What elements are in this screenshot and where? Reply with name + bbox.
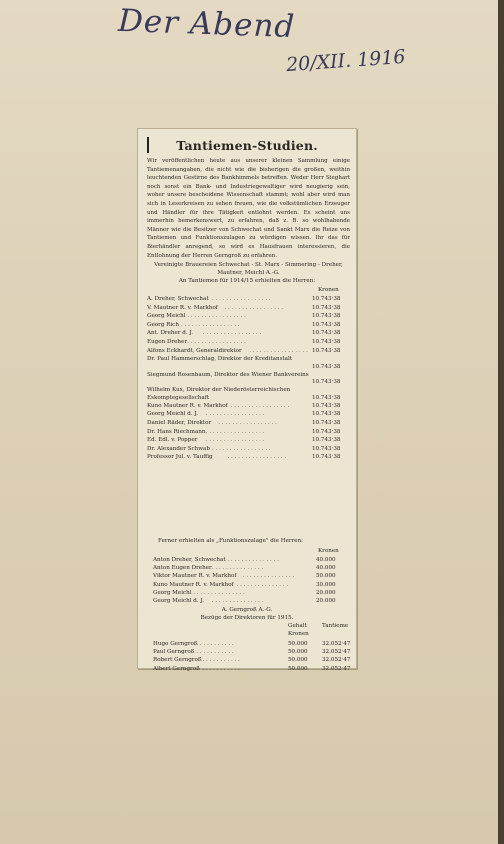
tantieme-value: 10.743·38 xyxy=(312,339,341,345)
tantieme-value: 10.743·38 xyxy=(312,394,341,401)
leader-dots: . . . . . . . . . . . . . . . . . xyxy=(224,304,284,311)
funktion-value: 30.000 xyxy=(316,581,336,588)
handwritten-newspaper-title: Der Abend xyxy=(117,2,296,46)
leader-dots: . . . . . . . . . . . . . . . . . xyxy=(227,454,287,461)
gerngross-gehalt: 50.000 xyxy=(288,665,308,672)
gerngross-gehalt: 50.000 xyxy=(288,657,308,664)
leader-dots: . . . . . . . . . . . . . . . . . xyxy=(205,437,265,444)
handwritten-date: 20/XII. 1916 xyxy=(285,45,407,77)
tantieme-name: Daniel Räder, Direktor xyxy=(147,419,212,426)
funktion-name: Georg Meichl xyxy=(153,589,192,596)
leader-dots: . . . . . . . . . . . xyxy=(196,649,234,656)
leader-dots: . . . . . . . . . . . . . . . xyxy=(236,581,289,588)
tantieme-value: 10.743·38 xyxy=(312,304,341,311)
tantieme-name: Wilhelm Kux, Direktor der Niederösterreichischen Eskomptegesellschaft xyxy=(147,387,291,401)
tantieme-name: Ed. Edl. v. Popper xyxy=(147,437,198,444)
tantieme-value: 10.743·38 xyxy=(312,296,341,302)
leader-dots: . . . . . . . . . . . . . . . . . xyxy=(205,411,265,418)
tantieme-name: Georg Meichl d. J. xyxy=(147,411,199,418)
tantieme-name: A. Dreher, Schwechat xyxy=(147,296,209,302)
tantieme-value: 10.743·38 xyxy=(312,313,341,320)
company2-subtitle: Bezüge der Direktoren für 1915. xyxy=(200,615,294,621)
tantieme-name: Dr. Alexander Schwab xyxy=(147,445,210,452)
leader-dots: . . . . . . . . . . . . . . . . . xyxy=(212,445,271,452)
funktion-name: Viktor Mautner R. v. Markhof xyxy=(153,573,237,580)
company2-name: A. Gerngroß A.-G. xyxy=(221,607,273,613)
funktion-name: Kuno Mautner R. v. Markhof xyxy=(153,581,234,588)
tantieme-value: 10.743·38 xyxy=(312,445,341,452)
funktion-value: 20.000 xyxy=(316,598,336,604)
gerngross-gehalt: 50.000 xyxy=(288,641,308,647)
tantieme-name: V. Mautner R. v. Markhof xyxy=(147,304,218,311)
tantieme-name: Dr. Hans Riechmann xyxy=(147,428,206,435)
tantieme-value: 10.743·38 xyxy=(312,379,341,386)
leader-dots: . . . . . . . . . . . . . . . xyxy=(242,573,295,580)
gerngross-name: Hugo Gerngroß xyxy=(153,641,198,647)
leader-dots: . . . . . . . . . . . . . . . . . xyxy=(249,347,308,354)
gerngross-tantieme: 32.052·47 xyxy=(322,649,351,656)
tantieme-value: 10.743·38 xyxy=(312,321,341,328)
funktion-value: 40.000 xyxy=(316,557,336,563)
leader-dots: . . . . . . . . . . . . . . . xyxy=(193,589,245,596)
leader-dots: . . . . . . . . . . . . . . . xyxy=(211,598,264,604)
tantieme-value: 10.743·38 xyxy=(312,437,341,444)
leader-dots: . . . . . . . . . . . xyxy=(196,641,234,647)
tantieme-name: Ant. Dreher d. J. xyxy=(147,330,194,337)
tantieme-name: Kuno Mautner R. v. Markhof xyxy=(147,402,228,409)
tantieme-name: Alfons Eckhardt, Generaldirektor xyxy=(147,347,242,354)
kronen-header: Kronen xyxy=(318,287,339,293)
tantieme-value: 10.743·38 xyxy=(312,419,341,426)
funktion-name: Anton Eugen Dreher xyxy=(153,565,212,572)
tantieme-value: 10.743·38 xyxy=(312,428,341,435)
leader-dots: . . . . . . . . . . . . . . . xyxy=(211,565,264,572)
leader-dots: . . . . . . . . . . . . . . . . . xyxy=(187,313,246,320)
leader-dots: . . . . . . . . . . . . . . . . . xyxy=(218,419,277,426)
funktion-intro: Ferner erhielten als „Funktionszulage" die Herren: xyxy=(158,538,304,544)
tantieme-value: 10.743·38 xyxy=(312,330,341,337)
article-intro: Wir veröffentlichen heute aus unserer kleinen Sammlung einige Tantiemenangaben, die nicht wie die bisherigen die großen, weithin leuchtenden Gestirne des Bankhimmels betreffen. Weder Herr Sieghart noch sonst ein Bank- und Industriegewaltiger wird neugierig sein, woher unsere bescheidene Wissenschaft stammt; wohl aber wird man sich in Leserkreisen zu sehen freuen, wie die volkstümlichen Erzeuger und Händler für ihre Tätigkeit entlohnt werden. Es scheint uns immerhin bemerkenswert, zu erfahren, daß z. B. so wohlhabende Männer wie die Besitzer von Schwechat und Sankt Marx die Reize von Tantiemen und Funktionszulagen zu würdigen wissen. Ihr das für Bierhändler anregend, so wird es Hausfrauen interessieren, die Entlohnung der Herren Gerngroß zu erfahren. xyxy=(147,158,350,259)
tantieme-value: 10.743·38 xyxy=(312,347,341,354)
gerngross-name: Paul Gerngroß xyxy=(153,649,195,656)
kronen-header-3: Kronen xyxy=(288,631,309,637)
kronen-header-2: Kronen xyxy=(318,548,339,554)
tantieme-header: Tantieme xyxy=(322,623,349,629)
tantieme-name: Dr. Paul Hammerschlag, Direktor der Kreditanstalt xyxy=(147,356,293,363)
funktion-value: 20.000 xyxy=(316,589,336,596)
funktion-value: 40.000 xyxy=(316,565,336,572)
tantieme-value: 10.743·38 xyxy=(312,411,341,418)
tantieme-name: Eugen Dreher xyxy=(147,339,188,345)
tantieme-value: 10.743·38 xyxy=(312,363,341,370)
leader-dots: . . . . . . . . . . . . . . . . . xyxy=(230,402,290,409)
leader-dots: . . . . . . . . . . . . . . . . . xyxy=(187,339,246,345)
article-heading: Tantiemen-Studien. xyxy=(176,138,318,153)
gerngross-tantieme: 32.052·47 xyxy=(322,665,351,672)
gerngross-tantieme: 32.052·47 xyxy=(322,641,351,647)
tantieme-name: Professor Jul. v. Tauffig xyxy=(147,454,213,461)
tantieme-value: 10.743·38 xyxy=(312,402,341,409)
gerngross-tantieme: 32.052·47 xyxy=(322,657,351,664)
leader-dots: . . . . . . . . . . . . . . . xyxy=(227,557,279,563)
sheet-edge-shadow xyxy=(498,0,504,844)
gerngross-name: Albert Gerngroß xyxy=(153,665,200,672)
tantieme-value: 10.743·38 xyxy=(312,454,341,461)
leader-dots: . . . . . . . . . . . . . . . . . xyxy=(205,428,265,435)
funktion-name: Georg Meichl d. J. xyxy=(153,598,205,604)
gerngross-name: Robert Gerngroß xyxy=(153,657,202,664)
newspaper-clipping xyxy=(137,128,357,672)
funktion-value: 50.000 xyxy=(316,573,336,580)
tantieme-name: Siegmund Rosenbaum, Direktor des Wiener Bankvereins xyxy=(147,371,309,378)
leader-dots: . . . . . . . . . . . xyxy=(202,657,240,664)
tantieme-name: Georg Meichl xyxy=(147,313,186,320)
leader-dots: . . . . . . . . . . . . . . . . . xyxy=(181,321,240,328)
funktion-name: Anton Dreher, Schwechat xyxy=(153,557,226,563)
leader-dots: . . . . . . . . . . . xyxy=(202,665,240,672)
tantieme-name: Georg Rich xyxy=(147,321,179,328)
leader-dots: . . . . . . . . . . . . . . . . . xyxy=(212,296,271,302)
company1-subtitle: An Tantiemen für 1914/15 erhielten die Herren: xyxy=(178,278,316,284)
gehalt-header: Gehalt xyxy=(288,623,307,629)
gerngross-gehalt: 50.000 xyxy=(288,649,308,656)
company1-name: Vereinigte Brauereien Schwechat - St. Marx - Simmering - Dreher, Mautner, Meichl A.-G. xyxy=(154,262,343,276)
leader-dots: . . . . . . . . . . . . . . . . . xyxy=(202,330,262,337)
